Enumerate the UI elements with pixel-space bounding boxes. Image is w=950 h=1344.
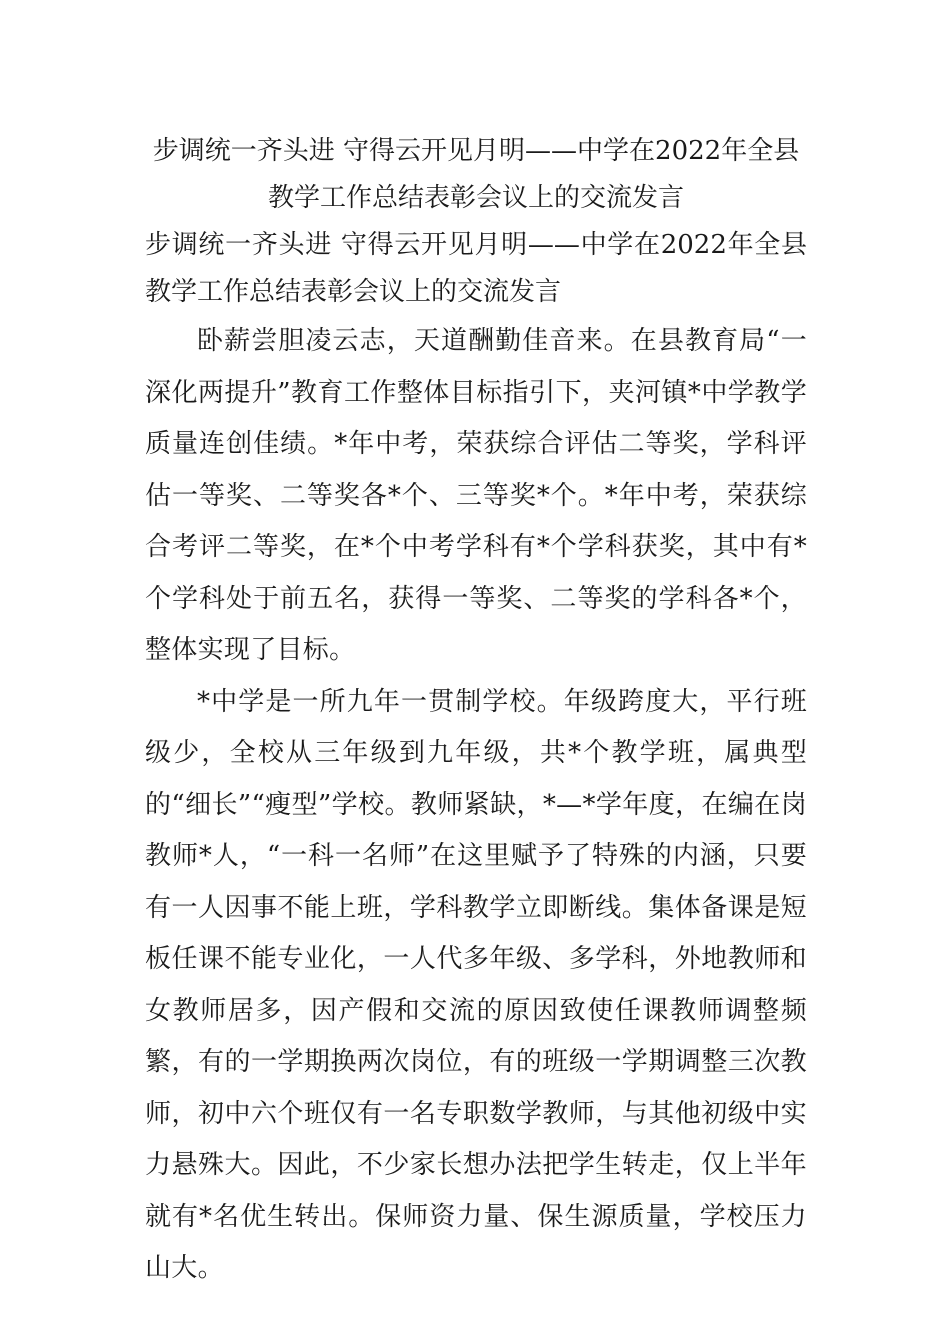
title-line-2: 教学工作总结表彰会议上的交流发言 [267, 183, 684, 213]
body-paragraph-1: 卧薪尝胆凌云志，天道酬勤佳音来。在县教育局“一深化两提升”教育工作整体目标指引下，夹河镇*中学教学质量连创佳绩。*年中考，荣获综合评估二等奖，学科评估一等奖、二等奖各*个、三等奖*个。*年中考，荣获综合考评二等奖，在*个中考学科有*个学科获奖，其中有*个学科处于前五名，获得一等奖、二等奖的学科各*个，整体实现了目标。 [145, 326, 807, 665]
document-page [145, 128, 807, 1295]
body-paragraph-2: *中学是一所九年一贯制学校。年级跨度大，平行班级少，全校从三年级到九年级，共*个教学班，属典型的“细长”“瘦型”学校。教师紧缺，*—*学年度，在编在岗教师*人，“一科一名师”在这里赋予了特殊的内涵，只要有一人因事不能上班，学科教学立即断线。集体备课是短板任课不能专业化，一人代多年级、多学科，外地教师和女教师居多，因产假和交流的原因致使任课教师调整频繁，有的一学期换两次岗位，有的班级一学期调整三次教师，初中六个班仅有一名专职数学教师，与其他初级中实力悬殊大。因此，不少家长想办法把学生转走，仅上半年就有*名优生转出。保师资力量、保生源质量，学校压力山大。 [145, 686, 807, 1283]
document-subtitle: 步调统一齐头进 守得云开见月明——中学在2022年全县教学工作总结表彰会议上的交流发言 [145, 230, 807, 307]
title-line-1: 步调统一齐头进 守得云开见月明——中学在2022年全县 [152, 136, 800, 166]
document-title [145, 128, 807, 222]
